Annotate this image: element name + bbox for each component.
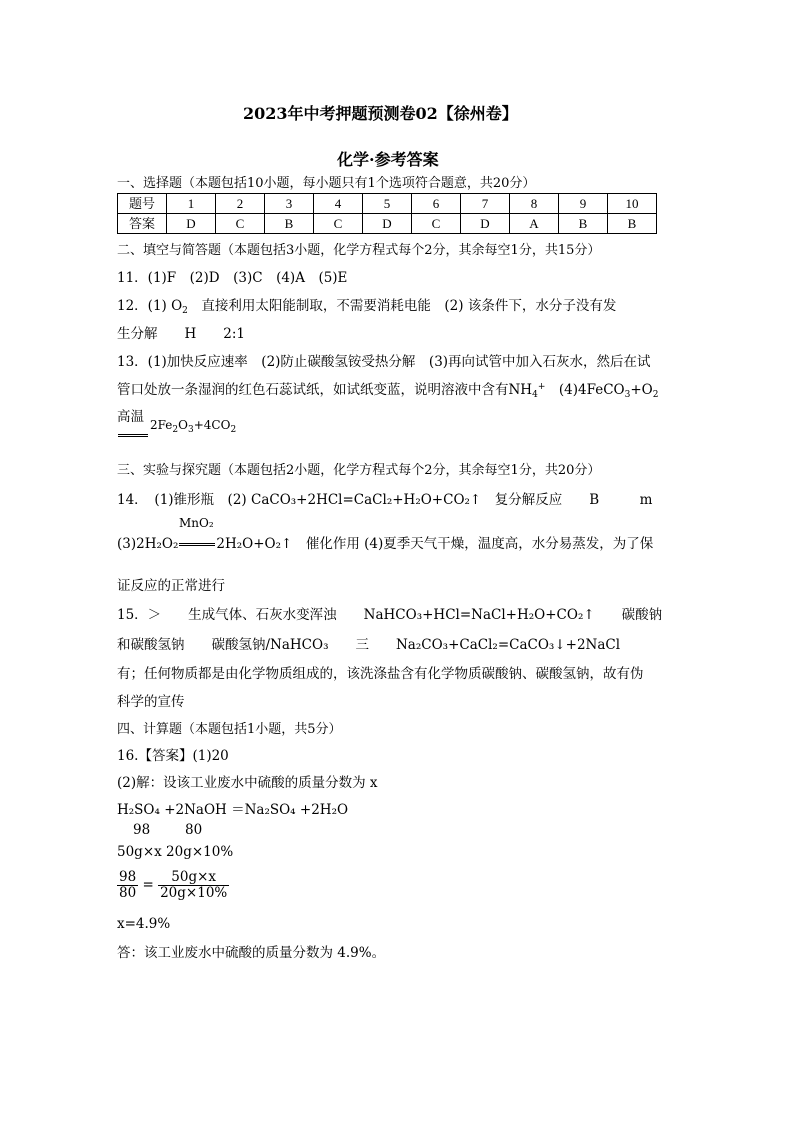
q16-equation: H₂SO₄ +2NaOH ＝Na₂SO₄ +2H₂O [117,802,349,818]
row-header: 题号 [118,194,167,214]
table-cell: C [412,214,461,234]
q14-text: 2H₂O+O₂↑ [216,536,293,552]
fraction-left [117,870,138,901]
section-2-heading: 二、填空与简答题（本题包括3小题，化学方程式每个2分，其余每空1分，共15分） [117,243,601,258]
q12-text: 12．(1) O [117,298,183,314]
q13-line2 [117,378,658,398]
reaction-arrow [179,543,215,546]
table-cell: B [265,214,314,234]
proportion-equation [117,870,229,901]
q13-condition: 高温 [117,409,144,425]
subscript: 2 [182,306,188,316]
subject-title: 化学·参考答案 [337,150,439,169]
answer-table [117,193,657,234]
q14-text: 14． (1)锥形瓶 (2) [117,492,247,508]
reaction-arrow [118,425,148,444]
q14-line1 [117,488,652,508]
q13-text: (4)4FeCO [545,382,625,398]
section-4-heading: 四、计算题（本题包括1小题，共5分） [117,722,342,737]
denominator: 80 [119,885,137,901]
numerator: 98 [119,869,137,885]
table-cell: 9 [559,194,608,214]
table-cell: C [314,214,363,234]
q13-text: 2Fe [150,418,173,432]
q13-text: +4CO [193,418,231,432]
q16-line1: 16.【答案】(1)20 [117,748,229,764]
q14-line3: 证反应的正常进行 [117,578,225,594]
q14-equation: CaCO₃+2HCl=CaCl₂+H₂O+CO₂↑ [250,492,482,508]
catalyst-label: MnO₂ [179,516,214,530]
table-cell: 7 [461,194,510,214]
q13-line1: 13．(1)加快反应速率 (2)防止碳酸氢铵受热分解 (3)再向试管中加入石灰水，然后在试 [117,354,651,370]
q16-result: x=4.9% [117,916,171,932]
q16-masses: 50g×x 20g×10% [117,844,234,860]
table-cell: 5 [363,194,412,214]
subscript: 3 [624,390,631,400]
table-cell: 4 [314,194,363,214]
table-row [118,214,657,234]
q14-text: (3)2H₂O₂ [117,536,179,552]
table-cell: 2 [216,194,265,214]
table-cell: D [167,214,216,234]
q13-text: 管口处放一条湿润的红色石蕊试纸，如试纸变蓝，说明溶液中含有NH [117,382,533,398]
q14-line2 [117,532,653,552]
q15-line1: 15．＞ 生成气体、石灰水变浑浊 NaHCO₃+HCl=NaCl+H₂O+CO₂↑ 碳酸钠 [117,607,663,623]
q13-line3 [150,418,237,435]
table-cell: B [608,214,657,234]
q15-line4: 科学的宣传 [117,694,185,710]
subscript: 2 [230,425,237,435]
subscript: 2 [172,425,179,435]
section-1-heading: 一、选择题（本题包括10小题，每小题只有1个选项符合题意，共20分） [117,176,536,191]
q16-final-answer: 答：该工业废水中硫酸的质量分数为 4.9%。 [117,945,386,961]
table-cell: D [461,214,510,234]
q15-line3: 有；任何物质都是由化学物质组成的，该洗涤盐含有化学物质碳酸钠、碳酸氢钠，故有伪 [117,666,644,682]
q14-text: 催化作用 (4)夏季天气干燥，温度高，水分易蒸发，为了保 [292,536,654,552]
table-row [118,194,657,214]
document-title: 2023年中考押题预测卷02【徐州卷】 [243,104,518,123]
numerator: 50g×x [158,870,229,886]
q14-text: 复分解反应 B m [494,492,653,508]
q16-line2: (2)解：设该工业废水中硫酸的质量分数为 x [117,775,378,791]
q15-line2: 和碳酸氢钠 碳酸氢钠/NaHCO₃ 三 Na₂CO₃+CaCl₂=CaCO₃↓+2NaCl [117,637,621,653]
table-cell: D [363,214,412,234]
row-header: 答案 [118,214,167,234]
molar-mass-2: 80 [185,822,203,838]
q12-line2: 生分解 H 2:1 [117,326,245,342]
table-cell: 6 [412,194,461,214]
table-cell: A [510,214,559,234]
q13-text: +O [630,382,653,398]
q13-text: O [178,418,188,432]
section-3-heading: 三、实验与探究题（本题包括2小题，化学方程式每个2分，其余每空1分，共20分） [117,463,601,478]
fraction-right [158,870,229,901]
superscript: + [537,382,546,392]
q12-text: 直接利用太阳能制取，不需要消耗电能 (2) 该条件下，水分子没有发 [187,298,617,314]
subscript: 2 [652,390,659,400]
table-cell: 8 [510,194,559,214]
q12-line1 [117,294,616,314]
q11-answer: 11．(1)F (2)D (3)C (4)A (5)E [117,270,348,286]
table-cell: B [559,214,608,234]
subscript: 3 [187,425,194,435]
denominator: 20g×10% [160,885,228,901]
table-cell: 10 [608,194,657,214]
table-cell: 1 [167,194,216,214]
equals-sign: = [142,877,154,893]
table-cell: C [216,214,265,234]
molar-mass-1: 98 [133,822,151,838]
subscript: 4 [532,390,538,400]
table-cell: 3 [265,194,314,214]
